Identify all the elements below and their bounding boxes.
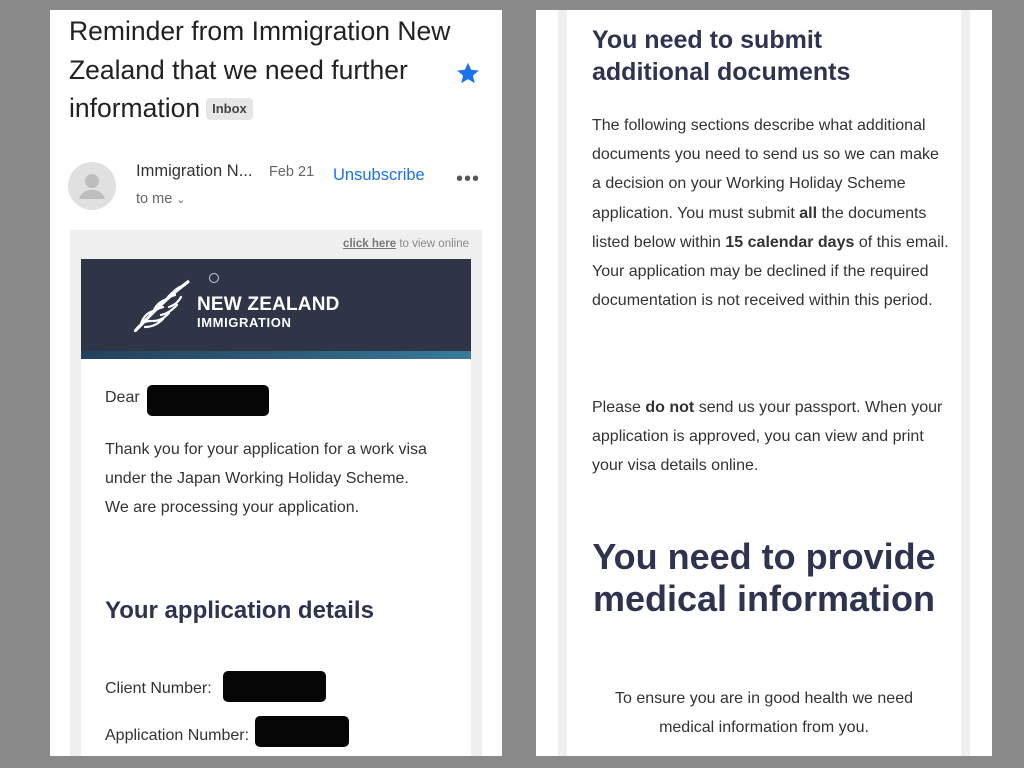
redacted-application-number (255, 716, 349, 747)
nz-immigration-banner (81, 259, 471, 359)
documents-text-3: of this email. Your application may be declined if the required documentation is not received within this period. (592, 233, 949, 310)
recipient-details-toggle[interactable] (136, 191, 185, 207)
sender-avatar[interactable] (68, 162, 116, 210)
documents-emphasis-deadline: 15 calendar days (725, 233, 855, 251)
frame-edge-right (961, 10, 970, 756)
unsubscribe-link[interactable]: Unsubscribe (333, 166, 425, 184)
registered-mark-icon (209, 273, 219, 283)
banner-stripe (81, 351, 471, 359)
application-details-heading: Your application details (105, 597, 374, 624)
intro-paragraph: Thank you for your application for a work visa under the Japan Working Holiday Scheme. We are processing your application. (105, 441, 427, 516)
email-date: Feb 21 (269, 164, 315, 180)
star-icon[interactable] (455, 60, 481, 86)
redacted-name (147, 385, 269, 416)
documents-text-2: the documents listed below within (592, 204, 927, 251)
subject-text: Reminder from Immigration New Zealand that we need further information (69, 16, 451, 123)
frame-edge-left (558, 10, 567, 756)
medical-information-text: To ensure you are in good health we need medical information from you. (615, 690, 913, 736)
more-options-icon[interactable]: ••• (456, 168, 481, 190)
medical-information-heading: You need to provide medical information (592, 536, 936, 619)
documents-text-1: The following sections describe what additional documents you need to send us so we can make a decision on your Working Holiday Scheme application. You must submit (592, 117, 939, 222)
passport-text-2: send us your passport. When your application is approved, you can view and print your visa details online. (592, 399, 943, 474)
documents-paragraph (592, 111, 950, 315)
logo-line-1: NEW ZEALAND (197, 294, 340, 315)
view-online-line (343, 238, 469, 250)
silver-fern-icon (131, 277, 193, 335)
recipient-label: to me (136, 191, 173, 207)
logo-line-2: IMMIGRATION (197, 315, 292, 330)
nz-immigration-logo (197, 295, 340, 331)
email-subject (69, 12, 479, 128)
person-icon (68, 162, 116, 210)
email-message-body (81, 359, 471, 756)
client-number-label: Client Number: (105, 680, 212, 697)
inbox-label-badge[interactable]: Inbox (206, 98, 253, 120)
submit-documents-heading: You need to submit additional documents (592, 26, 851, 86)
chevron-down-icon: ⌄ (176, 194, 186, 206)
view-online-link[interactable]: click here (343, 238, 397, 250)
redacted-client-number (223, 671, 326, 702)
view-online-suffix: to view online (396, 238, 469, 250)
email-content-frame (70, 230, 482, 756)
email-continued-panel (536, 10, 992, 756)
application-number-label: Application Number: (105, 727, 250, 744)
documents-emphasis-all: all (799, 204, 818, 222)
passport-paragraph (592, 393, 950, 480)
email-view-panel (50, 10, 502, 756)
passport-text-1: Please (592, 399, 646, 416)
greeting: Dear (105, 389, 140, 406)
sender-name[interactable]: Immigration N... (136, 162, 253, 180)
passport-emphasis: do not (645, 399, 695, 416)
